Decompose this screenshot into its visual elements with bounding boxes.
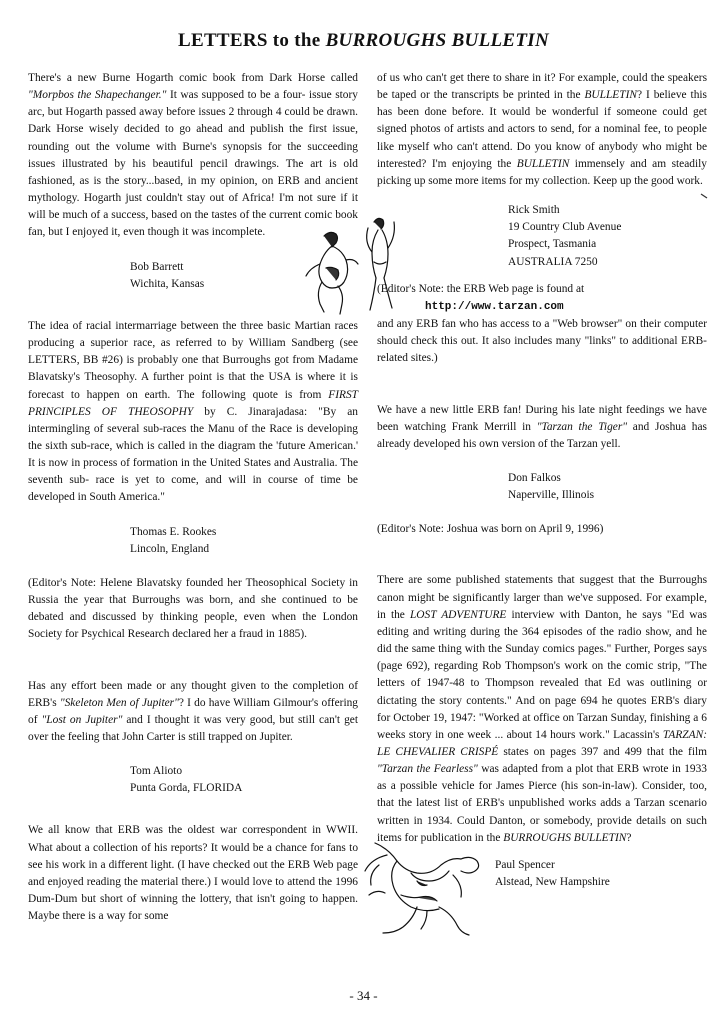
page-number: - 34 - bbox=[349, 988, 378, 1003]
editor-note-blavatsky: (Editor's Note: Helene Blavatsky founded her Theosophical Society in Russia the year that Burroughs was born, and she continued to be debated and discussed by thinking people, even when the London Society for Psychical Research declared her a fraud in 1885). bbox=[28, 576, 359, 641]
dragon-illustration bbox=[357, 835, 489, 945]
signature-smith: Rick Smith 19 Country Club Avenue Prospect, Tasmania AUSTRALIA 7250 bbox=[508, 204, 622, 268]
letter-alioto: Has any effort been made or any thought given to the completion of ERB's "Skeleton Men of Jupiter"? I do have William Gilmour's offering of "Lost on Jupiter" and I thought it was very good, but still can't get over the feeling that John Carter is still trapped on Jupiter. bbox=[28, 679, 358, 743]
letter-spencer: There are some published statements that suggest that the Burroughs canon might be significantly larger than we've supposed. For example, in the LOST ADVENTURE interview with Danton, he says "Ed was editing and writing during the 364 episodes of the radio show, and he did the same thing with the Sunday comics pages." Further, Porges says (page 692), regarding Rob Thompson's work on the comic strip, "The letters of 1947-48 to Thompson revealed that Ed was outlining or dictating the story contents." And on page 694 he quotes ERB's diary for October 19, 1947: "Worked at office on Tarzan Sunday, finishing a 6 weeks story in one week ... about 14 hours work." Lacassin's TARZAN: LE CHEVALIER CRISPÉ states on pages 397 and 499 that the film "Tarzan the Fearless" was adapted from a plot that ERB wrote in 1933 as a possible vehicle for James Pierce (his son-in-law). Consider, too, that the latest list of ERB's unpublished works adds a Tarzan scenario written in 1934. Could Danton, or somebody, provide details on such items for publication in the BURROUGHS BULLETIN? bbox=[377, 574, 708, 844]
signature-falkos: Don Falkos Naperville, Illinois bbox=[508, 471, 595, 502]
letter-barrett: There's a new Burne Hogarth comic book from Dark Horse called "Morpbos the Shapechanger." It was supposed to be a four- issue story arc, but Hogarth passed away before issues 2 through 4 could be drawn. Dark Horse wisely decided to go ahead and publish the first issue, rounding out the volume with Burne's synopsis for the succeeding issues illustrated by his beautiful pencil drawings. The art is old fashioned, as is the story...based, in my opinion, on ERB and ancient mythology. Hogarth just couldn't stay out of Africa! I'm not sure if it will be much of a success, based on the tastes of the current comic book fan, but I enjoyed it, even though it was incomplete. bbox=[28, 72, 359, 239]
page-title: LETTERS to the BURROUGHS BULLETIN bbox=[178, 30, 549, 51]
editor-note-web: (Editor's Note: the ERB Web page is found at http://www.tarzan.com bbox=[377, 282, 585, 313]
letter-web-page-continued: of us who can't get there to share in it? For example, could the speakers be taped or the transcripts be printed in the BULLETIN? I believe this has been done before. It would be wonderful if someone could get signed photos of artists and actors to send, for a nominal fee, to people like myself who can't attend. Do you know of anybody who might be interested? I'm enjoying the BULLETIN immensely and am steadily picking up some more items for my collection. Keep up the good work. bbox=[377, 72, 708, 187]
letter-web-page: We all know that ERB was the oldest war correspondent in WWII. What about a collection of his reports? It would be a chance for fans to see his work in a different light. (I have checked out the ERB Web page and enjoyed reading the material there.) I would love to attend the 1996 Dum-Dum but short of winning the lottery, that isn't going to happen. Maybe there is a way for some bbox=[28, 824, 359, 923]
editor-note-web-body: and any ERB fan who has access to a "Web browser" on their computer should check this out. It also includes many "links" to additional ERB-related sites.) bbox=[377, 318, 707, 365]
right-column bbox=[377, 70, 707, 891]
letter-rookes: The idea of racial intermarriage between the three basic Martian races producing a superior race, as referred to by William Sandberg (see LETTERS, BB #26) is probably one that Burroughs got from Madame Blavatsky's Theosophy. A further point is that the USA is where it is forecast to happen on earth. The following quote is from FIRST PRINCIPLES OF THEOSOPHY by C. Jinarajadasa: "By an intermingling of several sub-races the Manu of the Race is developing the sixth sub-race, which is called in the diagram the 'future American.' It is now in process of formation in the United States and Australia. The seventh sub- race is yet to come, and will in course of time be developed in South America." bbox=[28, 319, 359, 504]
erb-web-link: http://www.tarzan.com bbox=[425, 300, 564, 313]
stray-mark bbox=[700, 192, 710, 200]
signature-spencer: Paul Spencer Alstead, New Hampshire bbox=[495, 858, 610, 889]
signature-barrett: Bob Barrett Wichita, Kansas bbox=[130, 260, 205, 290]
left-column bbox=[28, 70, 358, 925]
editor-note-joshua: (Editor's Note: Joshua was born on April 9, 1996) bbox=[377, 523, 604, 536]
signature-rookes: Thomas E. Rookes Lincoln, England bbox=[130, 525, 217, 555]
figures-illustration bbox=[302, 212, 412, 320]
signature-alioto: Tom Alioto Punta Gorda, FLORIDA bbox=[130, 765, 243, 795]
letter-falkos: We have a new little ERB fan! During his late night feedings we have been watching Frank Merrill in "Tarzan the Tiger" and Joshua has already developed his own version of the Tarzan yell. bbox=[377, 403, 707, 450]
